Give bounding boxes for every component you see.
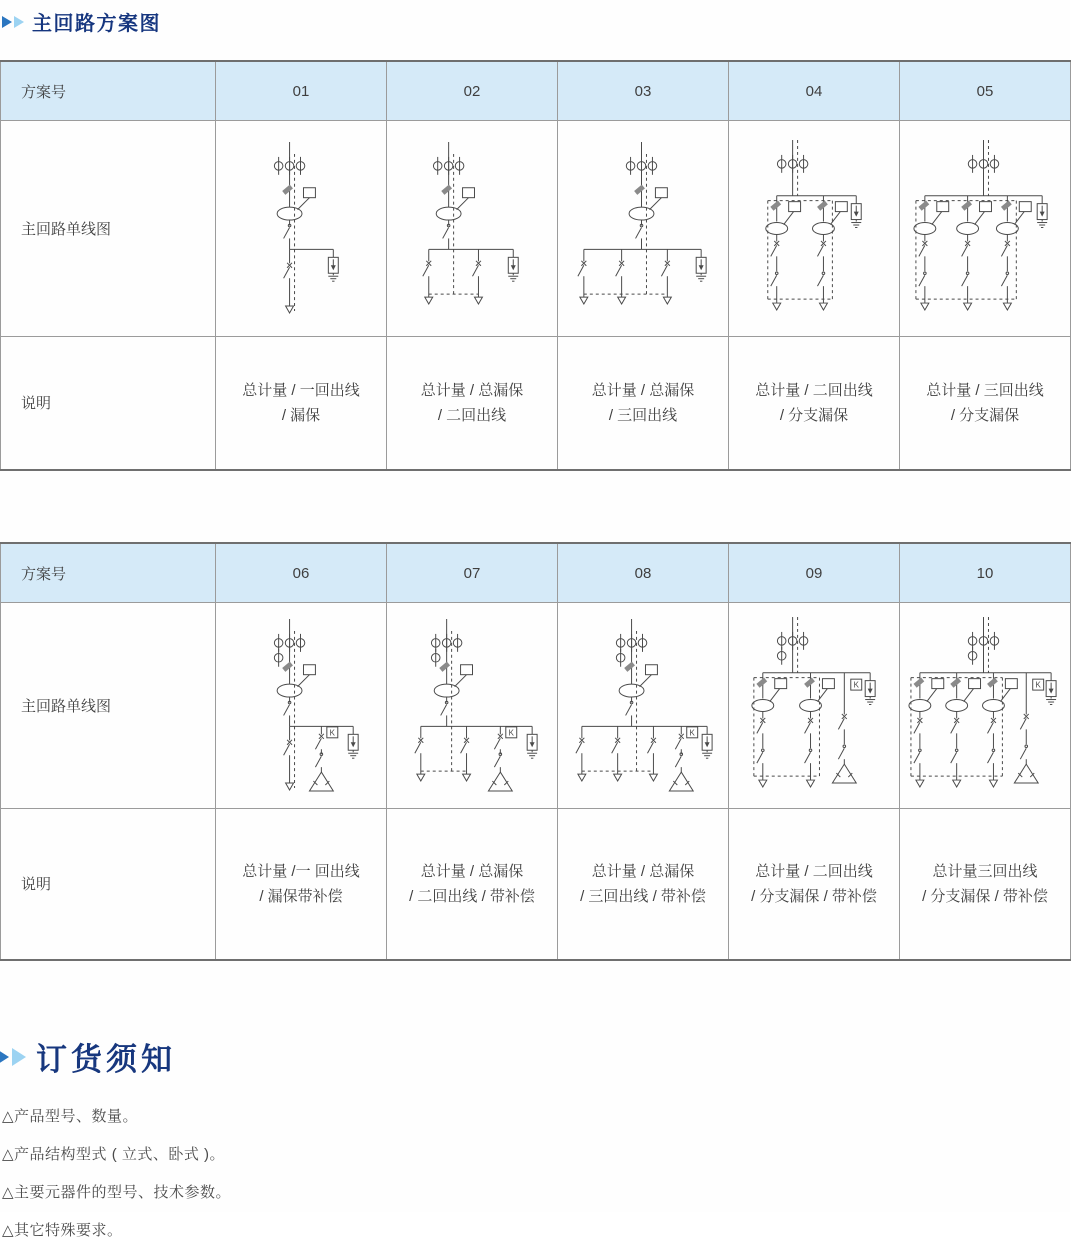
table-row bbox=[1, 121, 1071, 337]
svg-text:K: K bbox=[689, 728, 695, 738]
table-row bbox=[1, 61, 1071, 121]
order-note-item: △主要元器件的型号、技术参数。 bbox=[2, 1184, 232, 1201]
single-line-diagram bbox=[387, 603, 557, 808]
arrow-right-icon bbox=[12, 1048, 26, 1066]
scheme-desc-line: 总计量 / 总漏保 bbox=[591, 382, 695, 399]
scheme-desc-line: 总计量 / 总漏保 bbox=[420, 863, 524, 880]
scheme-desc-cell bbox=[387, 337, 558, 471]
scheme-desc-line: / 分支漏保 / 带补偿 bbox=[751, 888, 877, 905]
single-line-diagram bbox=[729, 603, 899, 808]
scheme-number-cell: 02 bbox=[387, 61, 558, 121]
order-notes-list bbox=[2, 1105, 1070, 1240]
scheme-desc-line: / 漏保带补偿 bbox=[259, 888, 343, 905]
single-line-diagram bbox=[729, 121, 899, 336]
row-label-scheme-no: 方案号 bbox=[1, 61, 216, 121]
scheme-diagram-cell bbox=[729, 603, 900, 809]
scheme-number-cell: 05 bbox=[900, 61, 1071, 121]
arrow-right-icon bbox=[2, 16, 12, 28]
scheme-desc-line: 总计量 / 一回出线 bbox=[242, 382, 360, 399]
arrow-right-icon bbox=[14, 16, 24, 28]
scheme-desc-line: 总计量 / 总漏保 bbox=[591, 863, 695, 880]
scheme-desc-cell bbox=[900, 337, 1071, 471]
scheme-table-1 bbox=[0, 60, 1071, 471]
scheme-desc-cell bbox=[729, 809, 900, 961]
scheme-number-cell: 06 bbox=[216, 543, 387, 603]
scheme-diagram-cell bbox=[900, 603, 1071, 809]
single-line-diagram bbox=[216, 121, 386, 336]
row-label-scheme-no: 方案号 bbox=[1, 543, 216, 603]
scheme-desc-cell bbox=[900, 809, 1071, 961]
scheme-desc-line: 总计量 / 总漏保 bbox=[420, 382, 524, 399]
scheme-diagram-cell bbox=[216, 603, 387, 809]
single-line-diagram bbox=[387, 121, 557, 336]
scheme-desc-line: 总计量 / 二回出线 bbox=[755, 382, 873, 399]
scheme-desc-cell bbox=[216, 337, 387, 471]
table-row bbox=[1, 337, 1071, 471]
scheme-diagram-cell bbox=[558, 603, 729, 809]
svg-text:K: K bbox=[508, 728, 514, 738]
order-notice-section-title bbox=[0, 1027, 1070, 1079]
row-label-description: 说明 bbox=[1, 809, 216, 961]
order-notice-title: 订货须知 bbox=[36, 1042, 176, 1077]
order-note-item: △其它特殊要求。 bbox=[2, 1222, 123, 1239]
order-note-item: △产品结构型式 ( 立式、卧式 )。 bbox=[2, 1146, 226, 1163]
scheme-desc-line: / 三回出线 bbox=[608, 407, 678, 424]
scheme-desc-line: / 二回出线 / 带补偿 bbox=[409, 888, 535, 905]
scheme-desc-line: / 分支漏保 bbox=[950, 407, 1020, 424]
scheme-desc-line: 总计量 / 三回出线 bbox=[926, 382, 1044, 399]
main-circuit-section-title bbox=[0, 0, 1070, 36]
single-line-diagram bbox=[900, 603, 1070, 808]
scheme-desc-line: / 三回出线 / 带补偿 bbox=[580, 888, 706, 905]
svg-text:K: K bbox=[1035, 680, 1041, 690]
table-row bbox=[1, 603, 1071, 809]
scheme-desc-cell bbox=[729, 337, 900, 471]
scheme-number-cell: 09 bbox=[729, 543, 900, 603]
scheme-number-cell: 03 bbox=[558, 61, 729, 121]
single-line-diagram bbox=[558, 121, 728, 336]
arrow-right-icon bbox=[0, 1048, 9, 1066]
table-row bbox=[1, 543, 1071, 603]
scheme-diagram-cell bbox=[387, 121, 558, 337]
scheme-desc-cell bbox=[387, 809, 558, 961]
scheme-number-cell: 04 bbox=[729, 61, 900, 121]
scheme-desc-line: 总计量 / 二回出线 bbox=[755, 863, 873, 880]
scheme-diagram-cell bbox=[387, 603, 558, 809]
scheme-number-cell: 08 bbox=[558, 543, 729, 603]
table-row bbox=[1, 809, 1071, 961]
scheme-number-cell: 07 bbox=[387, 543, 558, 603]
scheme-table-2 bbox=[0, 542, 1071, 961]
scheme-desc-cell bbox=[558, 337, 729, 471]
scheme-desc-line: / 分支漏保 bbox=[779, 407, 849, 424]
scheme-diagram-cell bbox=[729, 121, 900, 337]
order-note-item: △产品型号、数量。 bbox=[2, 1108, 139, 1125]
scheme-number-cell: 10 bbox=[900, 543, 1071, 603]
scheme-desc-line: / 二回出线 bbox=[437, 407, 507, 424]
scheme-diagram-cell bbox=[558, 121, 729, 337]
scheme-desc-line: 总计量 /一 回出线 bbox=[242, 863, 360, 880]
scheme-desc-line: / 漏保 bbox=[281, 407, 321, 424]
row-label-diagram: 主回路单线图 bbox=[1, 121, 216, 337]
row-label-diagram: 主回路单线图 bbox=[1, 603, 216, 809]
scheme-diagram-cell bbox=[216, 121, 387, 337]
single-line-diagram bbox=[558, 603, 728, 808]
single-line-diagram bbox=[216, 603, 386, 808]
scheme-desc-cell bbox=[216, 809, 387, 961]
scheme-desc-line: 总计量三回出线 bbox=[932, 863, 1038, 880]
page-title: 主回路方案图 bbox=[32, 13, 161, 35]
single-line-diagram bbox=[900, 121, 1070, 336]
scheme-diagram-cell bbox=[900, 121, 1071, 337]
scheme-desc-cell bbox=[558, 809, 729, 961]
svg-text:K: K bbox=[853, 680, 859, 690]
scheme-desc-line: / 分支漏保 / 带补偿 bbox=[922, 888, 1048, 905]
scheme-number-cell: 01 bbox=[216, 61, 387, 121]
svg-text:K: K bbox=[329, 728, 335, 738]
row-label-description: 说明 bbox=[1, 337, 216, 471]
